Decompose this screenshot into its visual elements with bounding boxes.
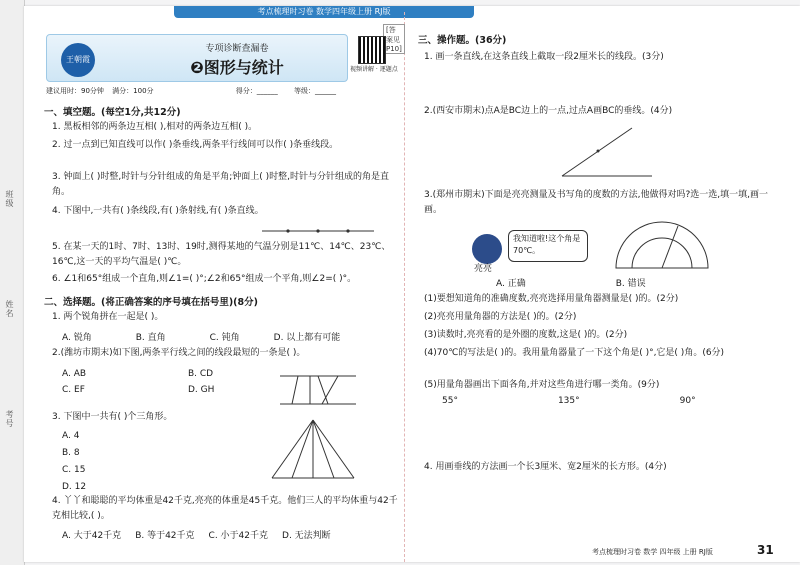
option[interactable]: A. 锐角 bbox=[62, 333, 92, 343]
angle-list bbox=[442, 396, 710, 406]
fill-q3: 3. 钟面上( )时整,时针与分针组成的角是平角;钟面上( )时整,时针与分针组成的角是直角。 bbox=[52, 172, 389, 197]
choice-q2: 2.(潍坊市期末)如下图,两条平行线之间的线段最短的一条是( )。 bbox=[52, 348, 306, 358]
choice-q2-options-b bbox=[188, 366, 214, 398]
brand-logo: 王朝霞 bbox=[61, 43, 95, 77]
option[interactable]: D. 以上都有可能 bbox=[273, 333, 341, 343]
sheet-title: ❷图形与统计 bbox=[190, 58, 284, 77]
fill-q6: 6. ∠1和65°组成一个直角,则∠1=( )°;∠2和65°组成一个平角,则∠2=( )°。 bbox=[52, 274, 357, 284]
op-q4: 4. 用画垂线的方法画一个长3厘米、宽2厘米的长方形。(4分) bbox=[424, 462, 667, 472]
option[interactable]: D. 12 bbox=[62, 482, 87, 492]
angle-value: 90° bbox=[679, 396, 696, 406]
op-q2: 2.(西安市期末)点A是BC边上的一点,过点A画BC的垂线。(4分) bbox=[424, 106, 673, 116]
option[interactable]: C. EF bbox=[62, 385, 85, 395]
fill-q2: 2. 过一点到已知直线可以作( )条垂线,两条平行线间可以作( )条垂线段。 bbox=[52, 140, 339, 150]
sheet-subtitle: 专项诊断查漏卷 bbox=[205, 44, 269, 54]
worksheet-spread bbox=[24, 6, 800, 562]
choice-q1: 1. 两个锐角拼在一起是( )。 bbox=[52, 312, 164, 322]
choice-q2-options bbox=[62, 366, 86, 398]
section-choice: 二、选择题。(将正确答案的序号填在括号里)(8分) bbox=[44, 297, 258, 308]
section-header bbox=[46, 34, 348, 82]
full-score: 满分：100分 bbox=[112, 87, 154, 95]
choice-q3-options bbox=[62, 428, 86, 496]
option[interactable]: B. 直角 bbox=[135, 333, 166, 343]
qr-caption: 视频讲解 · 逐题点 bbox=[350, 66, 398, 73]
qr-code-icon[interactable] bbox=[358, 36, 386, 64]
fill-q4: 4. 下图中,一共有( )条线段,有( )条射线,有( )条直线。 bbox=[52, 206, 264, 216]
top-banner: 考点梳理时习卷 数学四年级上册 RJ版 bbox=[174, 6, 474, 18]
fill-q1: 1. 黑板相邻的两条边互相( ),相对的两条边互相( )。 bbox=[52, 122, 258, 132]
right-page bbox=[412, 12, 792, 562]
suggested-time: 建议用时：90分钟 bbox=[46, 87, 104, 95]
sub-q2: (2)亮亮用量角器的方法是( )的。(2分) bbox=[424, 312, 577, 322]
gutter-class: 班级 bbox=[5, 190, 14, 208]
student-avatar bbox=[472, 234, 502, 264]
score-field[interactable]: 得分：______ bbox=[235, 87, 278, 95]
option[interactable]: B. CD bbox=[188, 369, 214, 379]
section-operation: 三、操作题。(36分) bbox=[418, 35, 507, 46]
angle-value: 55° bbox=[442, 396, 458, 406]
gutter-name: 姓名 bbox=[5, 300, 14, 318]
option[interactable]: C. 15 bbox=[62, 465, 86, 475]
option[interactable]: A. 正确 bbox=[496, 279, 526, 289]
option[interactable]: A. AB bbox=[62, 369, 87, 379]
protractor-icon bbox=[612, 218, 712, 272]
triangle-fan-figure bbox=[268, 416, 358, 482]
fill-q5: 5. 在某一天的1时、7时、13时、19时,测得某地的气温分别是11℃、14℃、23℃、16℃,这一天的平均气温是( )℃。 bbox=[52, 242, 391, 267]
option[interactable]: D. 无法判断 bbox=[282, 531, 331, 541]
option[interactable]: A. 大于42千克 bbox=[62, 531, 122, 541]
answer-reference: [答案见P10] bbox=[383, 24, 405, 54]
option[interactable]: C. 小于42千克 bbox=[208, 531, 269, 541]
left-page bbox=[38, 12, 405, 562]
binding-gutter bbox=[0, 0, 25, 565]
line-figure bbox=[258, 224, 378, 238]
option[interactable]: B. 等于42千克 bbox=[135, 531, 195, 541]
sub-q5: (5)用量角器画出下面各角,并对这些角进行哪一类角。(9分) bbox=[424, 380, 660, 390]
student-name: 亮亮 bbox=[474, 264, 493, 274]
option[interactable]: D. GH bbox=[188, 385, 215, 395]
meta-row bbox=[46, 86, 406, 96]
sub-q1: (1)要想知道角的准确度数,亮亮选择用量角器测量是( )的。(2分) bbox=[424, 294, 679, 304]
op-q3: 3.(郑州市期末)下面是亮亮测量及书写角的度数的方法,他做得对吗?选一选,填一填,画一画。 bbox=[424, 190, 768, 215]
choice-q4-options bbox=[62, 528, 345, 541]
option[interactable]: B. 8 bbox=[62, 448, 80, 458]
sub-q3: (3)读数时,亮亮看的是外圈的度数,这是( )的。(2分) bbox=[424, 330, 628, 340]
angle-value: 135° bbox=[557, 396, 580, 406]
section-fill-blank: 一、填空题。(每空1分,共12分) bbox=[44, 107, 181, 118]
footer: 考点梳理时习卷 数学 四年级 上册 RJ版 bbox=[592, 548, 713, 556]
choice-q1-options bbox=[62, 330, 354, 343]
angle-bc-figure bbox=[552, 122, 662, 182]
choice-q4: 4. 丫丫和聪聪的平均体重是42千克,亮亮的体重是45千克。他们三人的平均体重与42千克相比较,( )。 bbox=[52, 496, 398, 521]
choice-q3: 3. 下图中一共有( )个三角形。 bbox=[52, 412, 173, 422]
page-number: 31 bbox=[757, 543, 774, 557]
speech-bubble: 我知道啦!这个角是70℃。 bbox=[508, 230, 588, 262]
op-q1: 1. 画一条直线,在这条直线上截取一段2厘米长的线段。(3分) bbox=[424, 52, 664, 62]
option[interactable]: C. 钝角 bbox=[209, 333, 240, 343]
gutter-seat: 考号 bbox=[5, 410, 14, 428]
option[interactable]: B. 错误 bbox=[615, 279, 646, 289]
option[interactable]: A. 4 bbox=[62, 431, 80, 441]
sub-q4: (4)70℃的写法是( )的。我用量角器量了一下这个角是( )°,它是( )角。(6分) bbox=[424, 348, 725, 358]
grade-field[interactable]: 等级：______ bbox=[294, 87, 336, 95]
parallel-lines-figure bbox=[278, 368, 358, 412]
judge-options bbox=[496, 276, 660, 289]
